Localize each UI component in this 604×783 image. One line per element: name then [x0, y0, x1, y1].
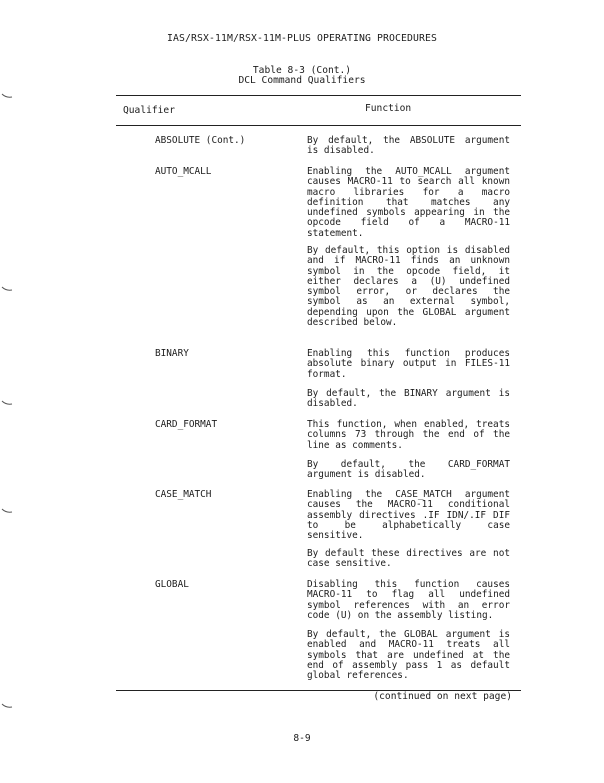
- margin-mark: [1, 508, 13, 514]
- qualifier-name: CARD_FORMAT: [155, 419, 218, 430]
- table-caption-title: DCL Command Qualifiers: [238, 75, 366, 86]
- function-description: [307, 167, 510, 239]
- qualifier-name: BINARY: [155, 348, 189, 359]
- function-paragraph: By default, the BINARY argument is disabled.: [307, 388, 510, 410]
- page-number: 8-9: [293, 733, 311, 744]
- table-caption-number: Table 8-3 (Cont.): [252, 65, 352, 76]
- function-description: [307, 349, 510, 380]
- function-description: [307, 490, 510, 541]
- function-description: [307, 460, 510, 481]
- function-paragraph: By default these directives are not case sensitive.: [307, 548, 510, 570]
- margin-mark: [1, 93, 13, 99]
- function-description: [307, 420, 510, 451]
- margin-mark: [1, 400, 13, 406]
- function-paragraph: Enabling the CASE_MATCH argument causes the MACRO-11 conditional assembly directives .IF IDN/.IF DIF to be alphabetically case sensitive.: [307, 489, 510, 542]
- function-paragraph: By default, the CARD_FORMAT argument is disabled.: [307, 459, 510, 481]
- function-paragraph: Enabling the AUTO_MCALL argument causes MACRO-11 to search all known macro libraries for a macro definition that matches any undefined symbols appearing in the opcode field of a MACRO-11 statement.: [307, 166, 510, 239]
- running-header: IAS/RSX-11M/RSX-11M-PLUS OPERATING PROCEDURES: [167, 33, 437, 44]
- qualifier-name: GLOBAL: [155, 579, 189, 590]
- qualifier-name: CASE_MATCH: [155, 489, 212, 500]
- function-paragraph: By default, this option is disabled and if MACRO-11 finds an unknown symbol in the opcode field, it either declares a (U) undefined symbol error, or declares the symbol as an external symbol, depending upon the GLOBAL argument described below.: [307, 245, 510, 329]
- function-description: [307, 246, 510, 328]
- header-separator-rule: [116, 125, 521, 126]
- function-paragraph: By default, the GLOBAL argument is enabled and MACRO-11 treats all symbols that are undefined at the end of assembly pass 1 as default global references.: [307, 629, 510, 682]
- qualifier-name: AUTO_MCALL: [155, 166, 212, 177]
- function-paragraph: By default, the ABSOLUTE argument is disabled.: [307, 135, 510, 157]
- continued-note: (continued on next page): [373, 691, 512, 702]
- function-description: [307, 136, 510, 157]
- table-top-rule: [116, 95, 521, 96]
- function-paragraph: This function, when enabled, treats columns 73 through the end of the line as comments.: [307, 419, 510, 451]
- qualifier-name: ABSOLUTE (Cont.): [155, 135, 246, 146]
- column-header-qualifier: Qualifier: [123, 105, 175, 116]
- margin-mark: [1, 703, 13, 709]
- column-header-function: Function: [365, 103, 412, 114]
- function-description: [307, 549, 510, 570]
- function-description: [307, 630, 510, 681]
- function-paragraph: Disabling this function causes MACRO-11 to flag all undefined symbol references with an error code (U) on the assembly listing.: [307, 579, 510, 621]
- margin-mark: [1, 286, 13, 292]
- function-description: [307, 389, 510, 410]
- function-description: [307, 580, 510, 621]
- function-paragraph: Enabling this function produces absolute binary output in FILES-11 format.: [307, 348, 510, 380]
